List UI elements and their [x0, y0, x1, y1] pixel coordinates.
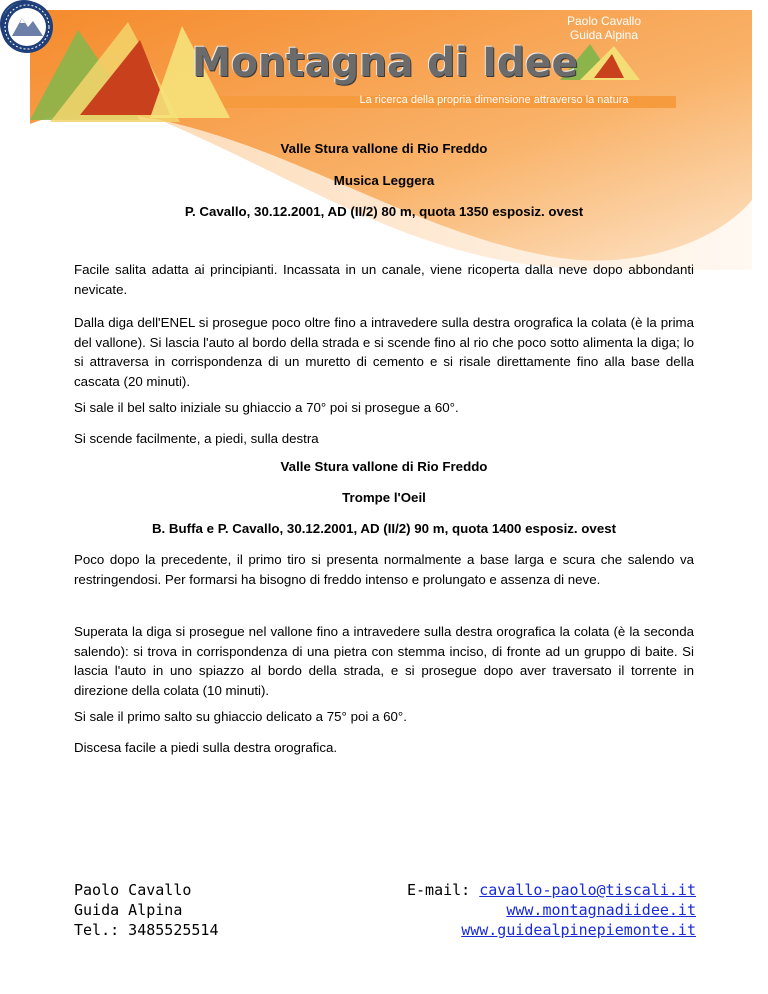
route1-paragraph: Facile salita adatta ai principianti. Incassata in un canale, viene ricoperta dalla neve dopo abbondanti nevicate. [74, 262, 694, 297]
header-author: Paolo Cavallo [566, 14, 642, 28]
route2-paragraph: Discesa facile a piedi sulla destra orografica. [74, 740, 338, 755]
site-title: Montagna di Idee [192, 40, 579, 86]
page-header [0, 0, 768, 270]
footer-links [407, 880, 696, 940]
header-author-block [548, 14, 660, 42]
website-link-montagnadiidee[interactable]: www.montagnadiidee.it [506, 901, 696, 919]
site-tagline: La ricerca della propria dimensione attraverso la natura [359, 94, 629, 106]
footer-role: Guida Alpina [74, 901, 183, 919]
footer-email-line [407, 880, 696, 900]
footer-email-label: E-mail: [407, 881, 480, 899]
email-link[interactable]: cavallo-paolo@tiscali.it [479, 881, 696, 899]
route1-paragraph: Si sale il bel salto iniziale su ghiaccio a 70° poi si prosegue a 60°. [74, 400, 459, 415]
website-link-guidealpinepiemonte[interactable]: www.guidealpinepiemonte.it [461, 921, 696, 939]
route1-name: Musica Leggera [333, 173, 435, 188]
guide-alpine-piemonte-seal-icon [0, 0, 54, 54]
route2-paragraph: Si sale il primo salto su ghiaccio delicato a 75° poi a 60°. [74, 709, 407, 724]
route2-paragraph: Superata la diga si prosegue nel vallone fino a intravedere sulla destra orografica la colata (è la seconda salendo): si trova in corrispondenza di una pietra con stemma inciso, di fronte ad un gruppo di baite. Si lascia l'auto in uno spiazzo al bordo della strada, e si prosegue dopo aver traversato il torrente in direzione della colata (10 minuti). [74, 624, 694, 698]
footer-name: Paolo Cavallo [74, 881, 192, 899]
route1-paragraph: Si scende facilmente, a piedi, sulla destra [74, 431, 319, 446]
route2-location: Valle Stura vallone di Rio Freddo [280, 459, 488, 474]
route1-details: P. Cavallo, 30.12.2001, AD (II/2) 80 m, quota 1350 esposiz. ovest [184, 204, 584, 219]
footer-phone: Tel.: 3485525514 [74, 921, 219, 939]
footer-contact [74, 880, 219, 940]
route2-details: B. Buffa e P. Cavallo, 30.12.2001, AD (II/2) 90 m, quota 1400 esposiz. ovest [151, 521, 617, 536]
route2-paragraph: Poco dopo la precedente, il primo tiro si presenta normalmente a base larga e scura che salendo va restringendosi. Per formarsi ha bisogno di freddo intenso e prolungato e assenza di neve. [74, 552, 694, 587]
route1-location: Valle Stura vallone di Rio Freddo [280, 141, 488, 156]
header-role: Guida Alpina [569, 28, 639, 42]
route2-name: Trompe l'Oeil [342, 490, 426, 505]
route1-paragraph: Dalla diga dell'ENEL si prosegue poco oltre fino a intravedere sulla destra orografica la colata (è la prima del vallone). Si lascia l'auto al bordo della strada e si scende fino al rio che poco sotto alimenta la diga; lo si attraversa in corrispondenza di un muretto di cemento e si risale direttamente fino alla base della cascata (20 minuti). [74, 315, 694, 389]
